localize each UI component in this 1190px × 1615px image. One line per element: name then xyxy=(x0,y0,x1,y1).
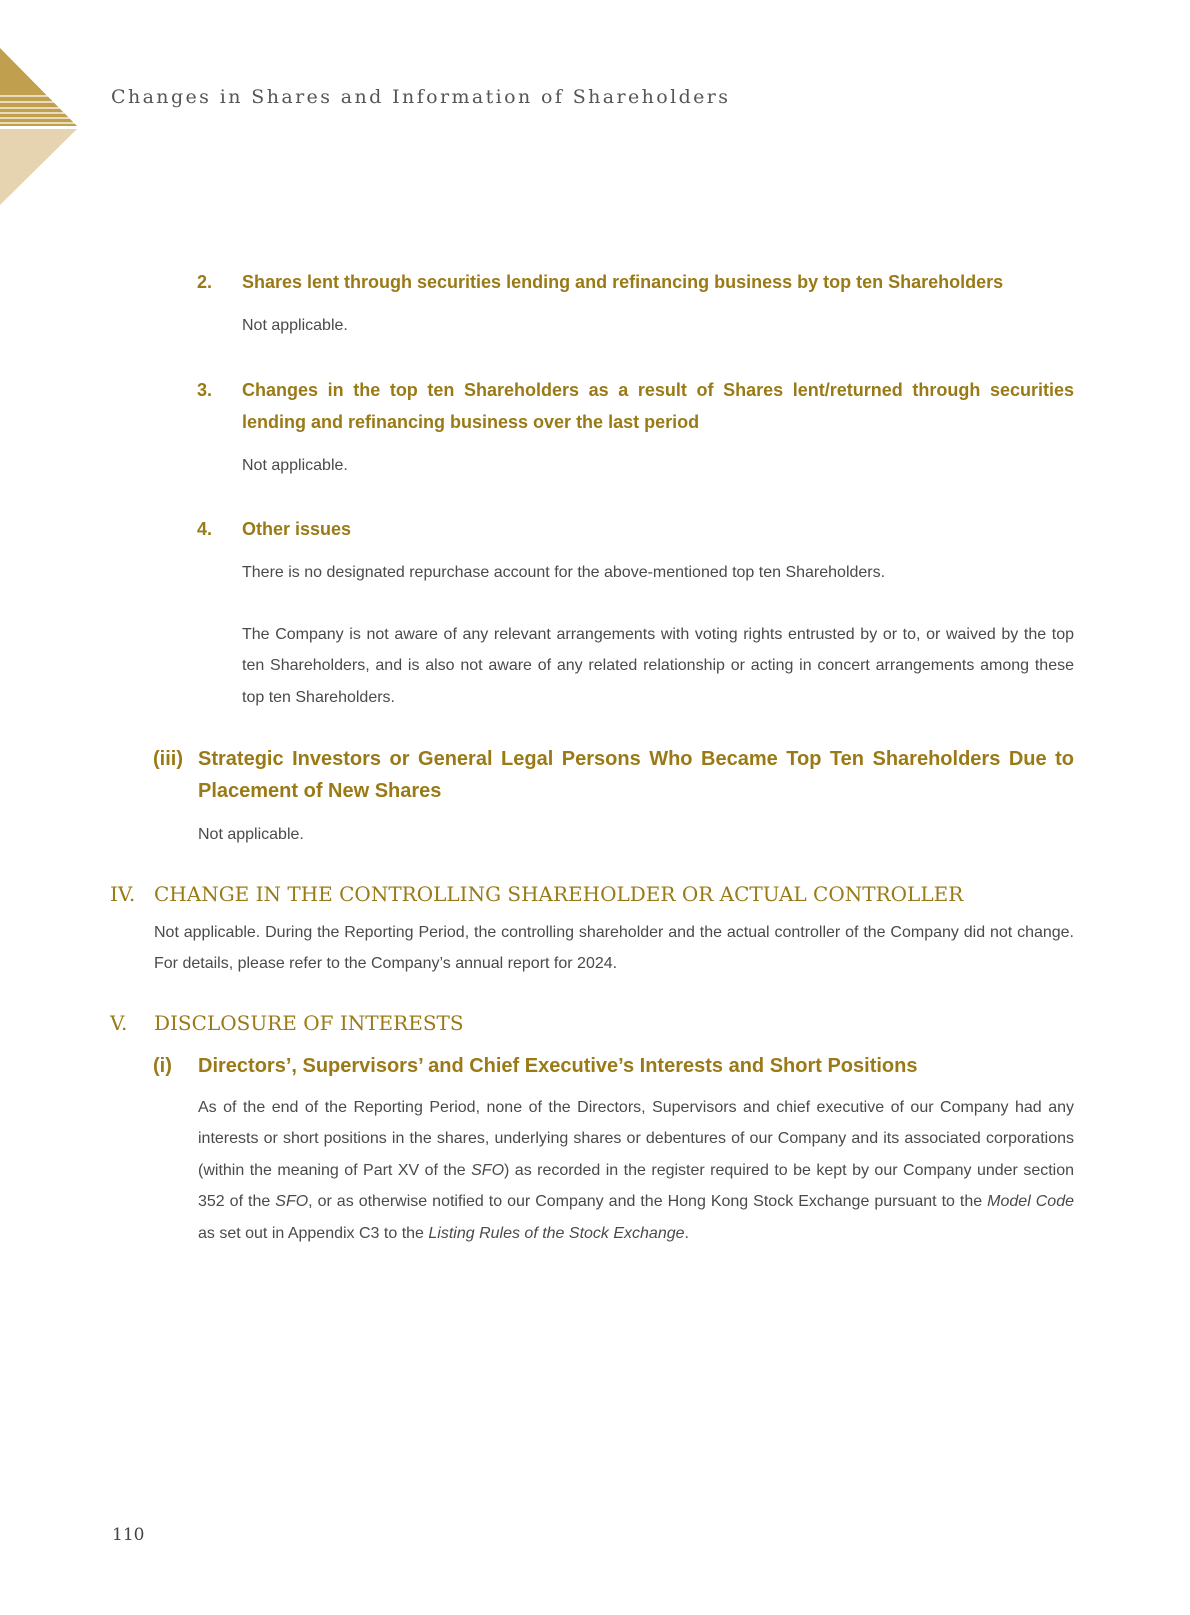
subsection-iii xyxy=(153,743,1074,851)
item-number: 4. xyxy=(197,519,213,539)
section-v xyxy=(110,1008,1074,1038)
item-body: Not applicable. xyxy=(242,456,348,474)
section-title: CHANGE IN THE CONTROLLING SHAREHOLDER OR ACTUAL CONTROLLER xyxy=(154,881,964,906)
section-title: DISCLOSURE OF INTERESTS xyxy=(154,1010,464,1035)
subsection-title: Strategic Investors or General Legal Persons Who Became Top Ten Shareholders Due to Placement of New Shares xyxy=(198,748,1074,802)
body-italic: Listing Rules of the Stock Exchange xyxy=(428,1224,685,1242)
subsection-number: (i) xyxy=(153,1054,172,1077)
body-italic: SFO xyxy=(471,1161,505,1179)
item-4 xyxy=(197,513,1074,713)
item-body: Not applicable. xyxy=(242,317,348,334)
body-italic: SFO xyxy=(275,1193,309,1210)
body-italic: Model Code xyxy=(987,1193,1074,1210)
item-content xyxy=(242,374,1074,482)
item-number: 2. xyxy=(197,272,213,292)
item-title: Shares lent through securities lending and refinancing business by top ten Shareholders xyxy=(242,272,1004,292)
body-text: . xyxy=(684,1224,689,1242)
item-content xyxy=(242,513,1074,713)
content xyxy=(110,266,1074,1249)
corner-decoration xyxy=(0,48,80,208)
subsection-body: Not applicable. xyxy=(198,826,304,843)
item-content xyxy=(242,266,1074,342)
subsection-i xyxy=(153,1050,1074,1250)
section-iv xyxy=(110,879,1074,980)
item-3 xyxy=(197,374,1074,482)
item-2 xyxy=(197,266,1074,342)
subsection-content xyxy=(198,1050,1074,1250)
subsection-number: (iii) xyxy=(153,748,183,770)
section-content xyxy=(154,1008,1074,1038)
item-title: Other issues xyxy=(242,519,352,539)
body-text: As of the end of the Reporting Period, none of the Directors, Supervisors and chief executive of our Company had any interests or short positions in the shares, underlying shares or debentures of our Company and its associated corporations (within the meaning of Part XV of the xyxy=(198,1098,1074,1179)
page-number: 110 xyxy=(112,1525,145,1545)
item-body: There is no designated repurchase account for the above-mentioned top ten Shareholders. xyxy=(242,564,886,581)
body-text: , or as otherwise notified to our Company and the Hong Kong Stock Exchange pursuant to the xyxy=(308,1193,988,1210)
subsection-content xyxy=(198,743,1074,851)
section-number: V. xyxy=(110,1010,128,1035)
section-body: Not applicable. During the Reporting Period, the controlling shareholder and the actual controller of the Company did not change. For details, please refer to the Company’s annual report for 2024. xyxy=(154,923,1074,972)
body-text: as set out in Appendix C3 to the xyxy=(198,1224,429,1242)
subsection-body xyxy=(198,1092,1074,1250)
body-text: ) as recorded in the register required to be kept by our Company under section 352 of the xyxy=(198,1161,1075,1210)
section-number: IV. xyxy=(110,881,136,906)
item-body: The Company is not aware of any relevant arrangements with voting rights entrusted by or to, or waived by the top ten Shareholders, and is also not aware of any related relationship or acting in concert arrangements among these top ten Shareholders. xyxy=(242,625,1074,706)
item-number: 3. xyxy=(197,379,213,400)
subsection-title: Directors’, Supervisors’ and Chief Executive’s Interests and Short Positions xyxy=(198,1054,918,1077)
running-header: Changes in Shares and Information of Shareholders xyxy=(111,86,731,108)
item-title: Changes in the top ten Shareholders as a result of Shares lent/returned through securities lending and refinancing business over the last period xyxy=(242,379,1074,432)
section-content xyxy=(154,879,1074,980)
